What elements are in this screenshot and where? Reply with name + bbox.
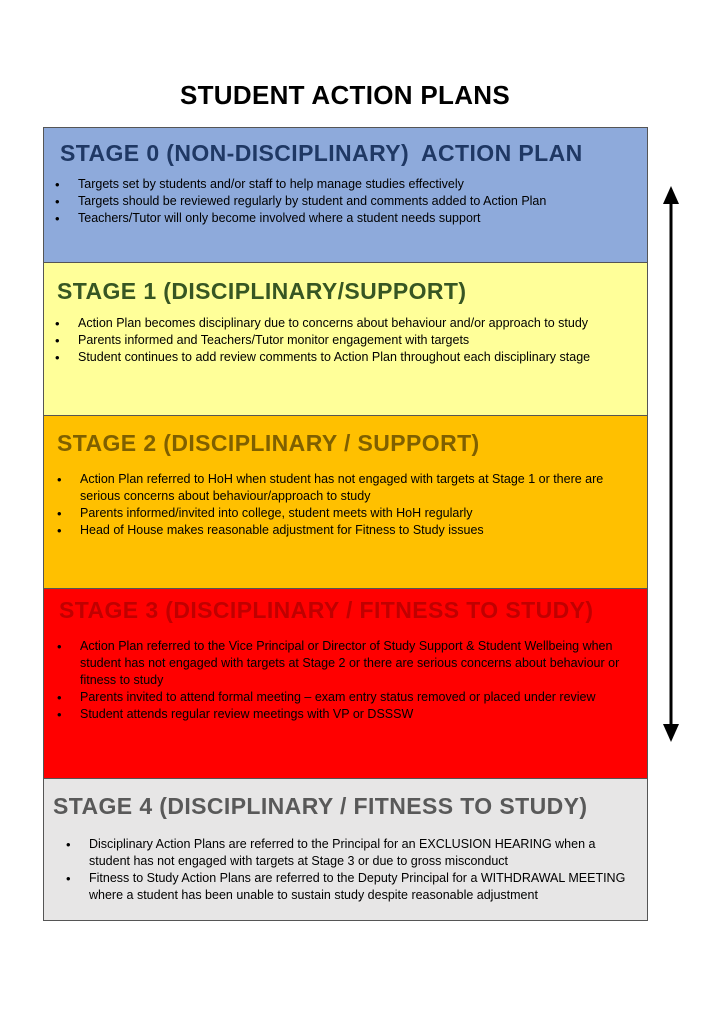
page-title: STUDENT ACTION PLANS: [179, 80, 511, 110]
stage-1-bullet-2: • Parents informed and Teachers/Tutor monitor engagement with targets: [78, 332, 647, 349]
stage-1-bullet-1: • Action Plan becomes disciplinary due to concerns about behaviour and/or approach to study: [78, 315, 647, 332]
stage-4-bullet-2: • Fitness to Study Action Plans are referred to the Deputy Principal for a WITHDRAWAL MEETING where a student has been unable to sustain study despite reasonable adjustment: [89, 870, 639, 904]
stage-0-heading: [60, 140, 647, 167]
stage-2-bullet-2: • Parents informed/invited into college, student meets with HoH regularly: [80, 505, 643, 522]
stage-2-bullet-3: • Head of House makes reasonable adjustment for Fitness to Study issues: [80, 522, 643, 539]
stage-2-bullet-1: • Action Plan referred to HoH when student has not engaged with targets at Stage 1 or there are serious concerns about behaviour/approach to study: [80, 471, 643, 505]
double-headed-arrow-icon: [658, 186, 684, 742]
stage-4-heading: STAGE 4 (DISCIPLINARY / FITNESS TO STUDY): [53, 793, 588, 819]
stage-2-section: [44, 416, 647, 589]
stage-2-heading: STAGE 2 (DISCIPLINARY / SUPPORT): [57, 430, 480, 456]
stage-0-heading-tail: ACTION PLAN: [421, 140, 583, 166]
stage-1-bullet-3: • Student continues to add review comments to Action Plan throughout each disciplinary stage: [78, 349, 647, 366]
stage-0-bullet-3: • Teachers/Tutor will only become involved where a student needs support: [78, 210, 647, 227]
stage-4-section: [44, 779, 647, 920]
stage-3-section: [44, 589, 647, 779]
stages-table: [43, 127, 648, 921]
stage-2-bullet-list: [57, 471, 647, 539]
stage-1-heading: STAGE 1 (DISCIPLINARY/SUPPORT): [57, 278, 467, 304]
stage-0-bullet-2: • Targets should be reviewed regularly by student and comments added to Action Plan: [78, 193, 647, 210]
stage-0-bullet-list: [60, 176, 647, 227]
stage-1-section: [44, 263, 647, 416]
stage-0-bullet-1: • Targets set by students and/or staff to help manage studies effectively: [78, 176, 647, 193]
stage-0-section: [44, 128, 647, 263]
stage-3-heading: STAGE 3 (DISCIPLINARY / FITNESS TO STUDY): [59, 597, 594, 623]
stage-4-bullet-list: [53, 836, 647, 904]
stage-3-bullet-list: [59, 638, 647, 723]
stage-3-bullet-1: • Action Plan referred to the Vice Principal or Director of Study Support & Student Wellbeing when student has not engaged with targets at Stage 2 or there are serious concerns about behaviour or fitness to study: [80, 638, 637, 689]
stage-3-bullet-2: • Parents invited to attend formal meeting – exam entry status removed or placed under review: [80, 689, 637, 706]
stage-1-bullet-list: [57, 315, 647, 366]
stage-3-bullet-3: • Student attends regular review meetings with VP or DSSSW: [80, 706, 637, 723]
stage-0-heading-main: STAGE 0 (NON-DISCIPLINARY): [60, 140, 410, 166]
stage-4-bullet-1: • Disciplinary Action Plans are referred to the Principal for an EXCLUSION HEARING when a student has not engaged with targets at Stage 3 or due to gross misconduct: [89, 836, 639, 870]
